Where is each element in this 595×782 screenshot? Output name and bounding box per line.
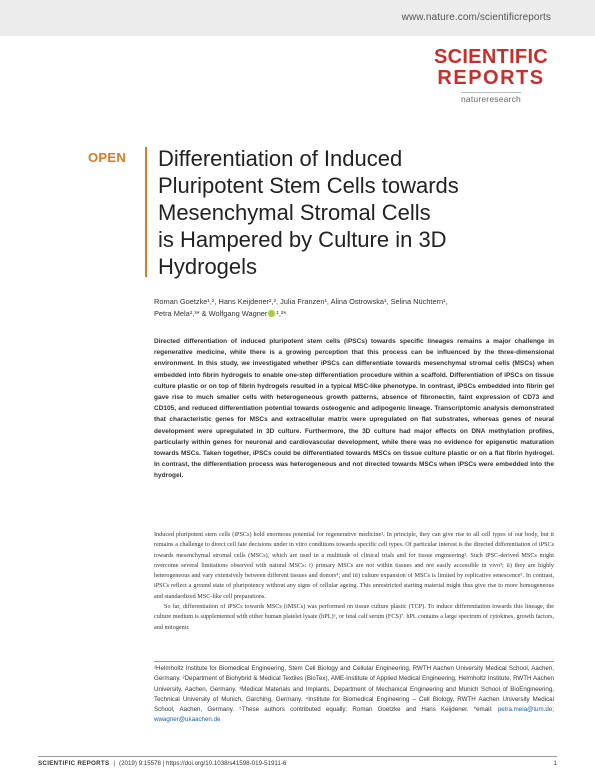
- introduction-text: [154, 530, 554, 633]
- title-line: is Hampered by Culture in 3D: [158, 227, 447, 252]
- journal-logo: [421, 47, 561, 107]
- intro-paragraph: So far, differentiation of iPSCs towards MSCs (iMSCs) was performed on tissue culture plastic (TCP). To induce differentiation towards this lineage, the culture medium is supplemented with either human platelet lysate (hPL)⁶, or fetal calf serum (FCS)⁷. hPL contains a large spectrum of cytokines, growth factors, and mitogenic: [154, 603, 554, 631]
- page-number: 1: [553, 760, 557, 767]
- email-joiner: ;: [552, 706, 554, 714]
- authors-affil-marks: ¹,²*: [276, 309, 287, 318]
- title-line: Pluripotent Stem Cells towards: [158, 173, 459, 198]
- affiliations-text: ¹Helmholtz Institute for Biomedical Engineering, Stem Cell Biology and Cellular Engineering, RWTH Aachen University Medical School, Aachen, Germany. ²Department of Biohybrid & Medical Textiles (BioTex), AME-Institute of Applied Medical Engineering, Helmholtz Institute, RWTH Aachen University, Aachen, Germany. ³Medical Materials and Implants, Department of Mechanical Engineering and Munich School of BioEngineering, Technical University of Munich, Garching, Germany. ⁴Institute for Biomedical Engineering – Cell Biology, RWTH Aachen University Medical School, Aachen, Germany. ⁵These authors contributed equally: Roman Goetzke and Hans Keijdener. *email:: [154, 665, 554, 714]
- title-line: Differentiation of Induced: [158, 146, 403, 171]
- footer-separator: |: [113, 760, 116, 767]
- author-list: [154, 296, 554, 320]
- top-banner: [0, 0, 595, 36]
- intro-paragraph: Induced pluripotent stem cells (iPSCs) hold enormous potential for regenerative medicine¹. In principle, they can give rise to all cell types of our body, but it remains a challenge to direct cell fate decisions under in vitro conditions towards specific cell types. Of particular interest is the directed differentiation of iPSCs towards mesenchymal stromal cells (MSCs), which are used in a multitude of clinical trials and for tissue engineering². Such iPSC-derived MSCs might overcome several limitations observed with natural MSCs: i) primary MSCs are not within tissues and not easily accessible in vivo³; ii) they are highly heterogeneous and vary extensively between different tissues and donors⁴; and iii) culture expansion of MSCs is limited by replicative senescence⁵. In contrast, iPSCs reflect a ground state of pluripotency without any signs of cellular ageing. This unrestricted starting material might thus give rise to more homogeneous and standardized MSC-like cell preparations.: [154, 531, 554, 600]
- title-line: Mesenchymal Stromal Cells: [158, 200, 431, 225]
- article-title: [158, 145, 558, 280]
- logo-natureresearch: natureresearch: [461, 94, 521, 104]
- title-line: Hydrogels: [158, 254, 258, 279]
- footnote-divider: [154, 661, 554, 662]
- authors-line: Roman Goetzke¹,², Hans Keijdener²,³, Julia Franzen¹, Alina Ostrowska¹, Selina Nüchtern¹,: [154, 297, 448, 306]
- footer-journal: SCIENTIFIC REPORTS: [38, 760, 110, 767]
- orcid-icon[interactable]: [268, 310, 275, 317]
- footer-citation[interactable]: (2019) 9:15578 | https://doi.org/10.1038/s41598-019-51911-6: [119, 760, 287, 767]
- email-link-mela[interactable]: petra.mela@tum.de: [497, 706, 553, 714]
- open-access-label: OPEN: [88, 150, 127, 165]
- footer-divider: [38, 756, 557, 757]
- authors-text: Petra Mela²,³* & Wolfgang Wagner: [154, 309, 268, 318]
- site-url-link[interactable]: www.nature.com/scientificreports: [401, 12, 551, 23]
- affiliations: [154, 664, 554, 726]
- abstract: Directed differentiation of induced pluripotent stem cells (iPSCs) towards specific lineages remains a major challenge in regenerative medicine, while there is a growing perception that this process can be influenced by the three-dimensional environment. In this study, we investigated whether iPSCs can differentiate towards mesenchymal stromal cells (MSCs) when embedded into fibrin hydrogels to enable one-step differentiation procedure within a scaffold. Differentiation of iPSCs on tissue culture plastic or on top of fibrin hydrogels resulted in a typical MSC-like phenotype. In contrast, iPSCs embedded into fibrin gel gave rise to much smaller cells with heterogeneous growth patterns, absence of fibronectin, faint expression of CD73 and CD105, and reduced differentiation potential towards osteogenic and adipogenic lineage. Transcriptomic analysis demonstrated that characteristic genes for MSCs and extracellular matrix were upregulated on flat substrates, whereas genes of neural development were upregulated in 3D culture. Furthermore, the 3D culture had major effects on DNA methylation profiles, particularly within genes for neuronal and cardiovascular development, while there was no evidence for epigenetic maturation towards MSCs. Taken together, iPSCs could be differentiated towards MSCs on tissue culture plastic or on a flat fibrin hydrogel. In contrast, the differentiation process was heterogeneous and not directed towards MSCs when iPSCs were embedded into the hydrogel.: [154, 338, 554, 480]
- logo-reports: REPORTS: [437, 67, 545, 89]
- page-footer: [38, 760, 557, 767]
- email-link-wagner[interactable]: wwagner@ukaachen.de: [154, 716, 221, 724]
- title-rule: [145, 147, 147, 277]
- logo-scientific: SCIENTIFIC: [433, 46, 549, 68]
- authors-line: [154, 308, 554, 320]
